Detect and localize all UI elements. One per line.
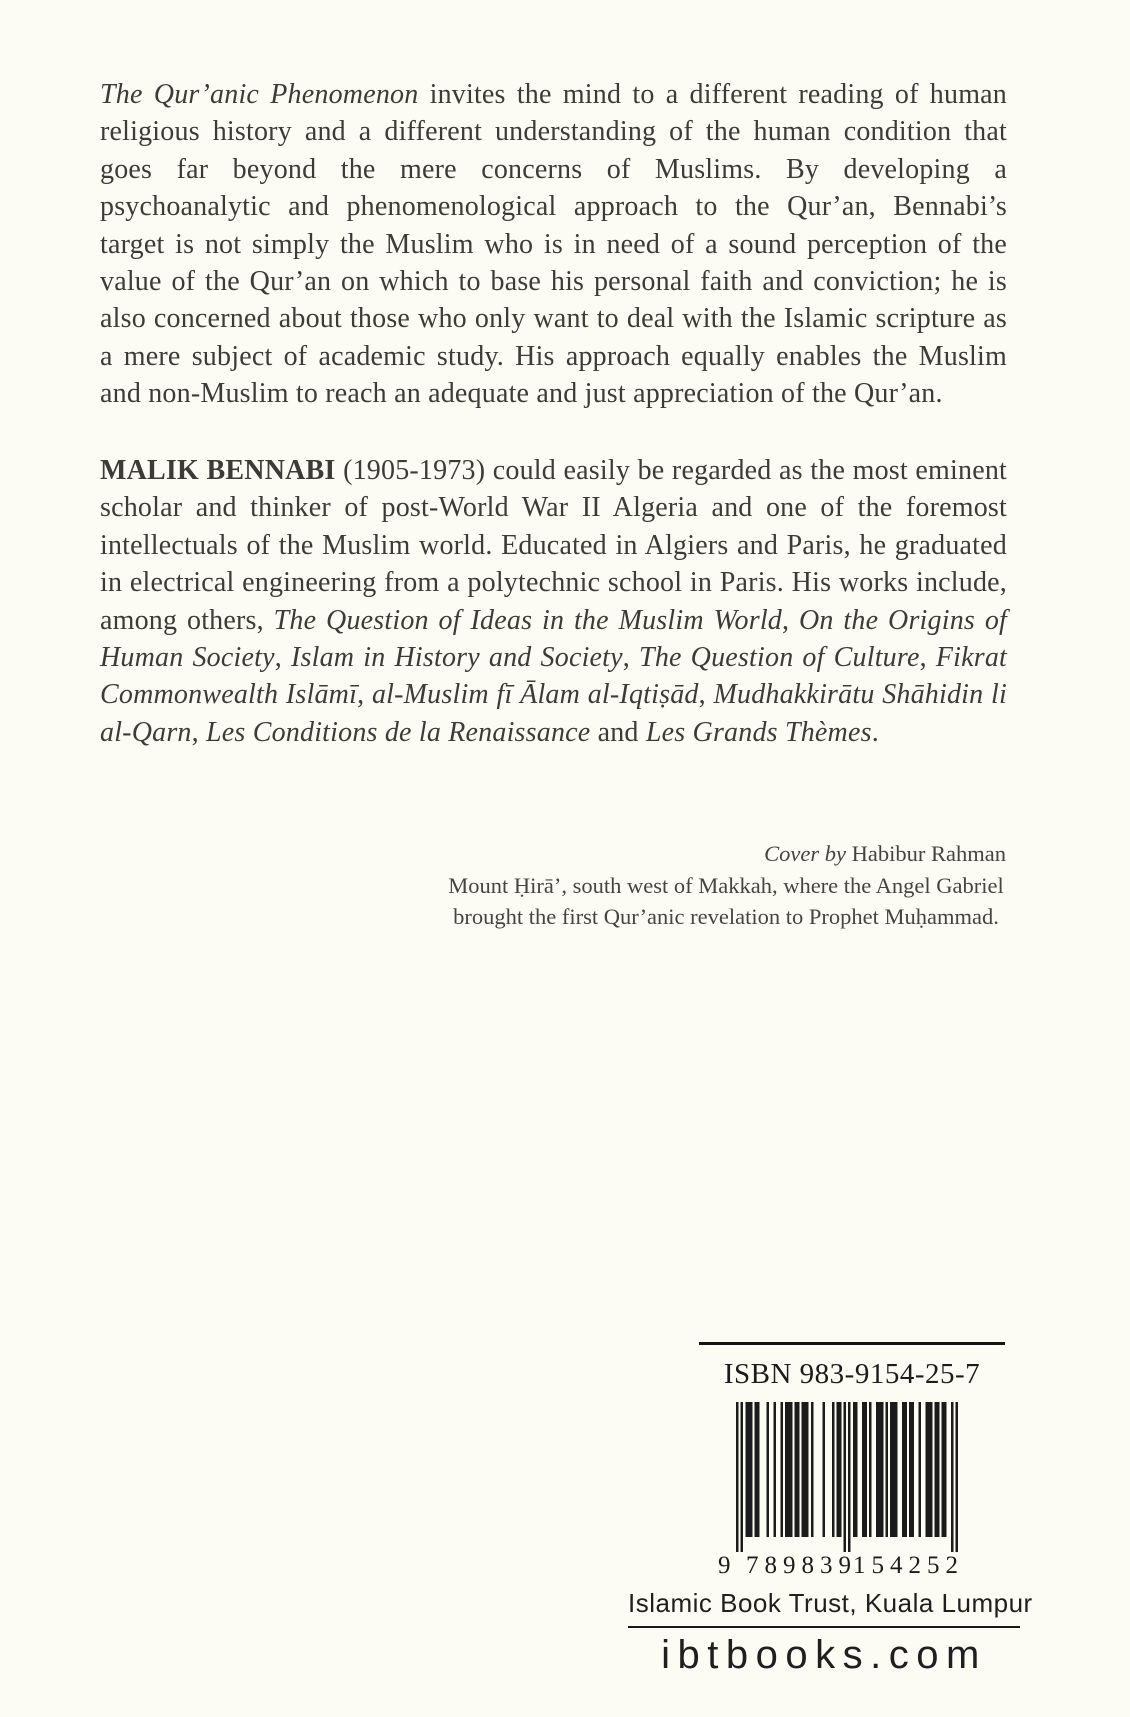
publisher-website: ibtbooks.com (661, 1633, 987, 1677)
synopsis-paragraph: The Qur’anic Phenomenon invites the mind to a different reading of human religious history and a different understanding of the human condition that goes far beyond the mere concerns of Muslims. By developing a psychoanalytic and phenomenological approach to the Qur’an, Bennabi’s target is not simply the Muslim who is in need of a sound perception of the value of the Qur’an on which to base his personal faith and conviction; he is also concerned about those who only want to deal with the Islamic scripture as a mere subject of academic study. His approach equally enables the Muslim and non-Muslim to reach an adequate and just appreciation of the Qur’an. (100, 79, 1007, 410)
isbn-number: ISBN 983-9154-25-7 (723, 1358, 981, 1390)
cover-by-label: Cover by (764, 841, 847, 866)
cover-credits (446, 838, 1006, 932)
cover-artist-name: Habibur Rahman (846, 841, 1006, 866)
publisher-block (628, 1588, 1033, 1678)
author-bio-paragraph: MALIK BENNABI (1905-1973) could easily be regarded as the most eminent scholar and thinker of post-World War II Algeria and one of the foremost intellectuals of the Muslim world. Educated in Algiers and Paris, he graduated in electrical engineering from a polytechnic school in Paris. His works include, among others, The Question of Ideas in the Muslim World, On the Origins of Human Society, Islam in History and Society, The Question of Culture, Fikrat Commonwealth Islāmī, al-Muslim fī Ālam al-Iqtiṣād, Mudhakkirātu Shāhidin li al-Qarn, Les Conditions de la Renaissance and Les Grands Thèmes. (100, 455, 1008, 748)
ean13-barcode (718, 1402, 964, 1580)
barcode-digit-lead: 9 (718, 1552, 731, 1579)
isbn-rule (699, 1342, 1005, 1345)
barcode-bars (736, 1402, 958, 1552)
isbn-block (699, 1342, 1005, 1391)
barcode-digits-right: 154252 (853, 1552, 964, 1579)
cover-credit-line (446, 838, 1006, 869)
cover-image-caption-line2: brought the first Qur’anic revelation to Prophet Muḥammad. (453, 904, 999, 929)
publisher-imprint: Islamic Book Trust, Kuala Lumpur (628, 1588, 1033, 1618)
cover-image-caption-line1: Mount Ḥirā’, south west of Makkah, where the Angel Gabriel (448, 873, 1004, 898)
publisher-rule (628, 1626, 1020, 1628)
barcode-digits-left: 789839 (746, 1552, 857, 1579)
